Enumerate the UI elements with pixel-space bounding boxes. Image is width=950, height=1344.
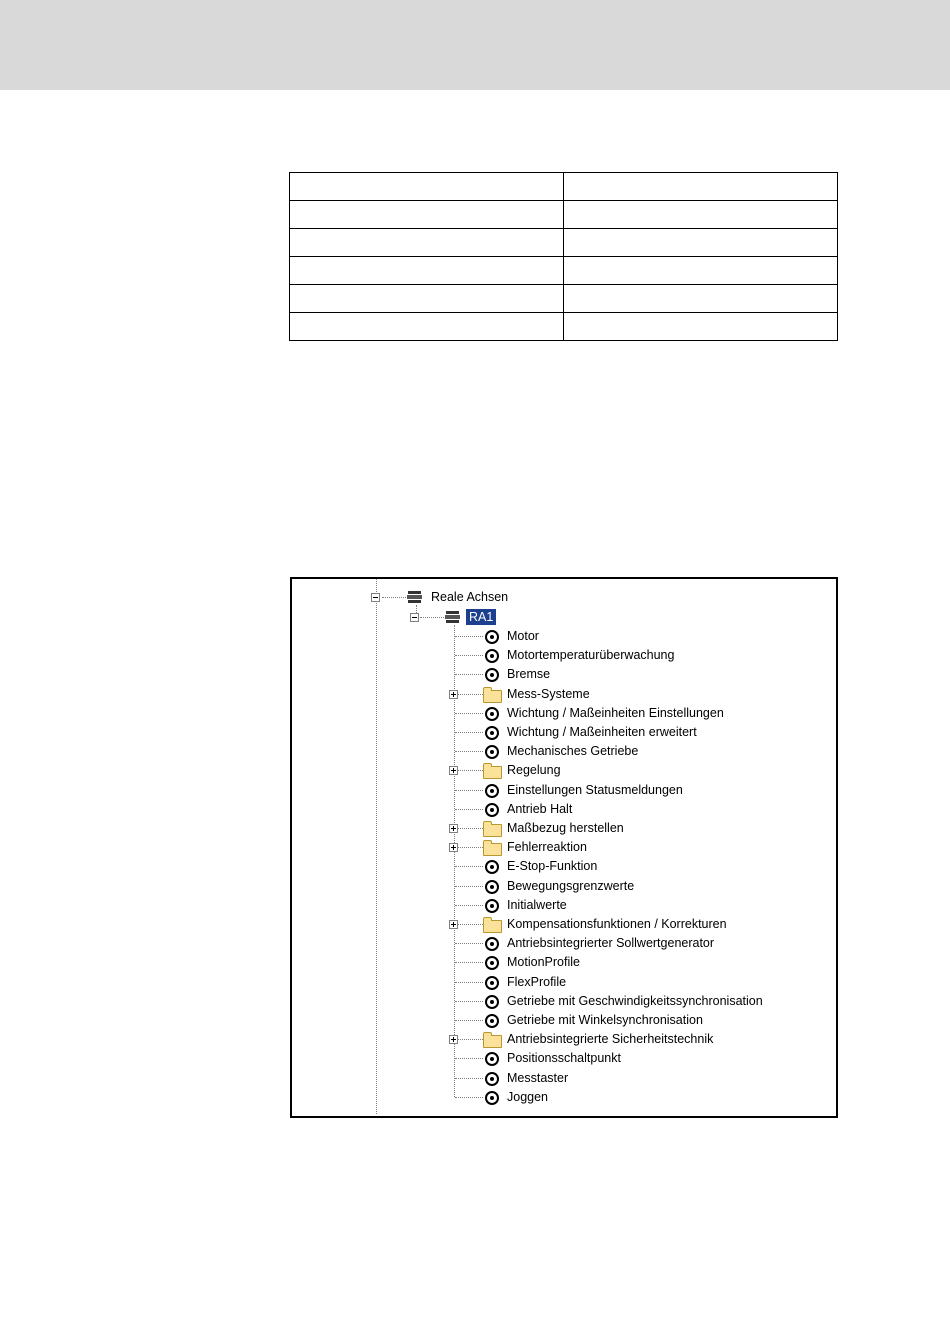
expand-toggle[interactable] (449, 766, 458, 775)
tree-node[interactable]: MotionProfile (507, 955, 580, 969)
collapse-root-toggle[interactable] (371, 593, 380, 602)
table-cell (564, 201, 838, 229)
parameter-icon (485, 956, 499, 970)
tree-connector (455, 828, 483, 829)
tree-connector (455, 674, 483, 675)
tree-connector (455, 713, 483, 714)
tree-connector (455, 866, 483, 867)
empty-table (289, 172, 838, 341)
tree-node[interactable]: Messtaster (507, 1071, 569, 1085)
tree-connector (455, 1097, 483, 1098)
parameter-icon (485, 726, 499, 740)
table-cell (564, 173, 838, 201)
tree-node[interactable]: Einstellungen Statusmeldungen (507, 783, 683, 797)
expand-toggle[interactable] (449, 843, 458, 852)
table-cell (290, 285, 564, 313)
expand-toggle[interactable] (449, 1035, 458, 1044)
tree-connector (455, 924, 483, 925)
table-row (290, 229, 838, 257)
table-cell (564, 313, 838, 341)
tree-node[interactable]: E-Stop-Funktion (507, 859, 598, 873)
tree-node[interactable]: Motor (507, 629, 539, 643)
tree-guide-line (416, 605, 417, 613)
table-cell (290, 257, 564, 285)
tree-connector (455, 694, 483, 695)
tree-connector (382, 597, 406, 598)
folder-icon (483, 690, 502, 703)
expand-toggle[interactable] (449, 690, 458, 699)
parameter-icon (485, 1072, 499, 1086)
parameter-icon (485, 1091, 499, 1105)
table-row (290, 257, 838, 285)
parameter-icon (485, 880, 499, 894)
tree-connector (455, 1078, 483, 1079)
tree-node[interactable]: Regelung (507, 763, 561, 777)
tree-connector (455, 982, 483, 983)
tree-node[interactable]: Wichtung / Maßeinheiten Einstellungen (507, 706, 724, 720)
tree-guide-line (376, 579, 377, 1114)
tree-node[interactable]: Kompensationsfunktionen / Korrekturen (507, 917, 727, 931)
parameter-icon (485, 976, 499, 990)
parameter-icon (485, 649, 499, 663)
tree-connector (455, 751, 483, 752)
table-cell (290, 201, 564, 229)
tree-connector (455, 1039, 483, 1040)
table-cell (564, 229, 838, 257)
tree-connector (455, 847, 483, 848)
tree-connector (455, 636, 483, 637)
folder-icon (483, 843, 502, 856)
axis-group-icon (406, 590, 424, 604)
tree-connector (455, 732, 483, 733)
table-cell (290, 229, 564, 257)
tree-connector (420, 617, 444, 618)
table-row (290, 313, 838, 341)
tree-connector (455, 770, 483, 771)
collapse-ra1-toggle[interactable] (410, 613, 419, 622)
table-row (290, 285, 838, 313)
folder-icon (483, 1035, 502, 1048)
tree-node[interactable]: Bremse (507, 667, 551, 681)
parameter-icon (485, 860, 499, 874)
expand-toggle[interactable] (449, 824, 458, 833)
parameter-icon (485, 745, 499, 759)
table-cell (564, 257, 838, 285)
tree-connector (455, 809, 483, 810)
tree-node[interactable]: Maßbezug herstellen (507, 821, 624, 835)
expand-toggle[interactable] (449, 920, 458, 929)
parameter-icon (485, 899, 499, 913)
tree-connector (455, 962, 483, 963)
tree-connector (455, 790, 483, 791)
tree-node[interactable]: Wichtung / Maßeinheiten erweitert (507, 725, 697, 739)
tree-node[interactable]: Mechanisches Getriebe (507, 744, 639, 758)
tree-connector (455, 655, 483, 656)
tree-node[interactable]: Fehlerreaktion (507, 840, 587, 854)
folder-icon (483, 766, 502, 779)
tree-node[interactable]: Bewegungsgrenzwerte (507, 879, 635, 893)
parameter-icon (485, 803, 499, 817)
folder-icon (483, 920, 502, 933)
tree-node[interactable]: Positionsschaltpunkt (507, 1051, 621, 1065)
tree-node[interactable]: Joggen (507, 1090, 549, 1104)
parameter-icon (485, 937, 499, 951)
tree-node[interactable]: Getriebe mit Winkelsynchronisation (507, 1013, 703, 1027)
tree-node[interactable]: Initialwerte (507, 898, 567, 912)
tree-node[interactable]: Mess-Systeme (507, 687, 590, 701)
table-row (290, 173, 838, 201)
parameter-icon (485, 1014, 499, 1028)
table-row (290, 201, 838, 229)
tree-node[interactable]: FlexProfile (507, 975, 567, 989)
table-cell (290, 173, 564, 201)
axis-icon (444, 610, 462, 624)
tree-view[interactable] (290, 577, 838, 1118)
tree-connector (455, 886, 483, 887)
parameter-icon (485, 784, 499, 798)
tree-connector (455, 905, 483, 906)
folder-icon (483, 824, 502, 837)
tree-node[interactable]: Getriebe mit Geschwindigkeitssynchronisation (507, 994, 763, 1008)
tree-connector (455, 1020, 483, 1021)
parameter-icon (485, 707, 499, 721)
tree-node[interactable]: Antriebsintegrierte Sicherheitstechnik (507, 1032, 714, 1046)
tree-node-ra1[interactable]: RA1 (466, 609, 496, 625)
table-cell (564, 285, 838, 313)
parameter-icon (485, 995, 499, 1009)
parameter-icon (485, 668, 499, 682)
page-header-band (0, 0, 950, 90)
tree-connector (455, 943, 483, 944)
table-cell (290, 313, 564, 341)
tree-node[interactable]: Motortemperaturüberwachung (507, 648, 675, 662)
parameter-icon (485, 630, 499, 644)
parameter-icon (485, 1052, 499, 1066)
tree-connector (455, 1058, 483, 1059)
tree-node[interactable]: Antriebsintegrierter Sollwertgenerator (507, 936, 715, 950)
tree-connector (455, 1001, 483, 1002)
tree-node[interactable]: Antrieb Halt (507, 802, 573, 816)
tree-node-reale-achsen[interactable]: Reale Achsen (431, 590, 509, 604)
